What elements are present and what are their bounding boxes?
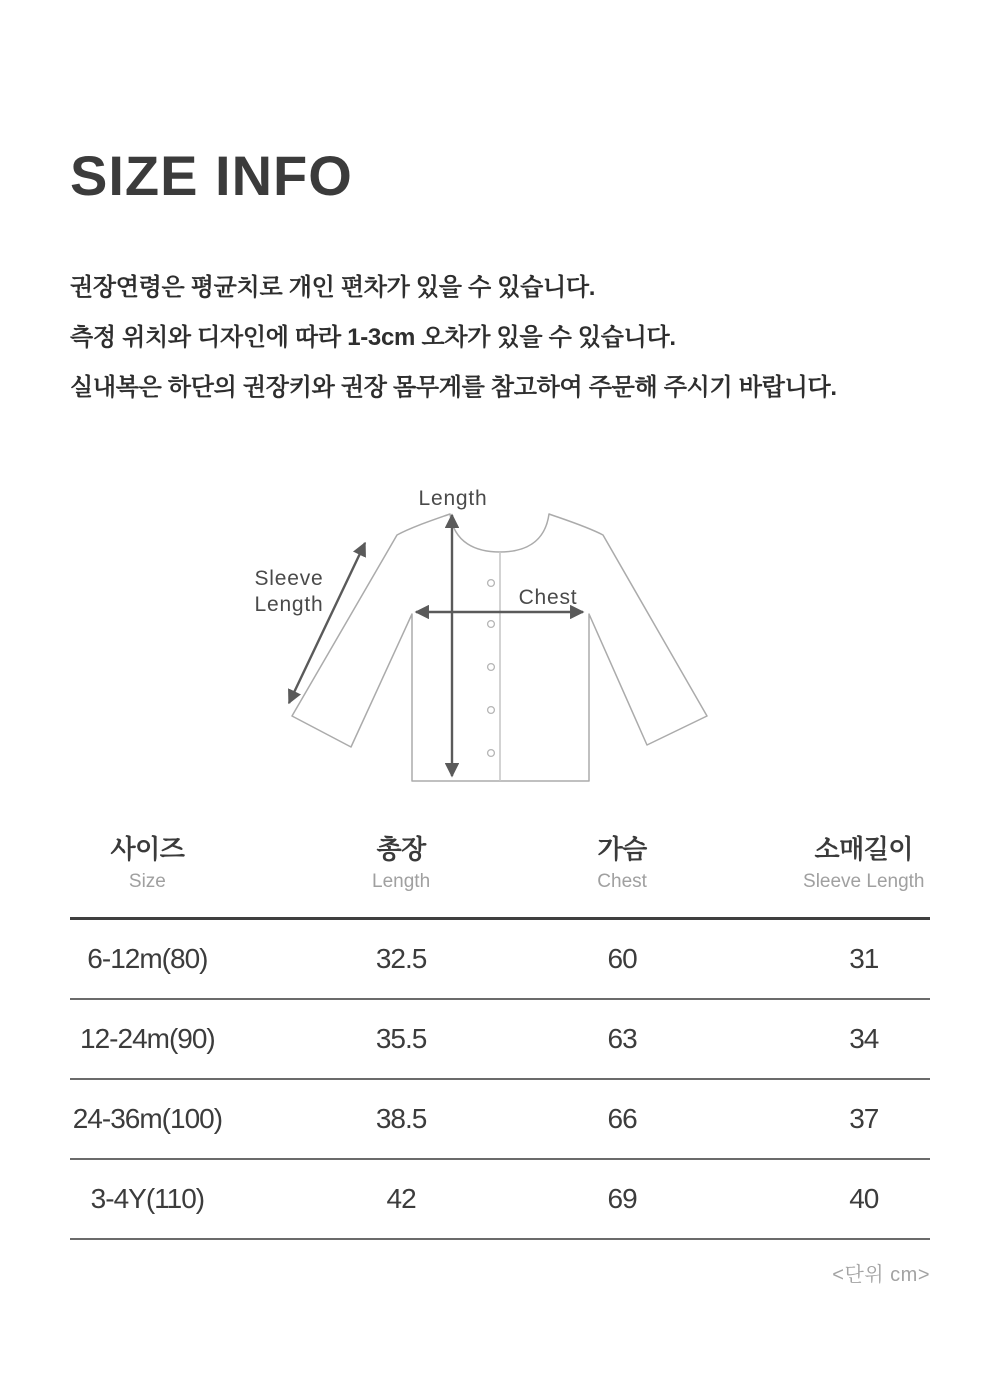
column-header-length <box>372 834 430 893</box>
column-header-chest <box>597 834 647 893</box>
cell-length: 35.5 <box>375 1023 427 1054</box>
button-dot <box>488 664 495 671</box>
column-header-sleeve-length <box>803 834 925 893</box>
cell-length: 38.5 <box>375 1103 427 1134</box>
length-label: Length <box>418 487 488 510</box>
table-row <box>70 1000 930 1080</box>
cell-size: 6-12m(80) <box>87 943 208 974</box>
column-header-length-ko: 총장 <box>376 834 426 864</box>
sleeve-length-label-line2: Length <box>254 593 324 616</box>
cell-sleeve-length: 40 <box>849 1183 879 1214</box>
cell-length: 42 <box>386 1183 416 1214</box>
column-header-size-ko: 사이즈 <box>110 834 185 864</box>
column-header-length-en: Length <box>372 871 431 892</box>
cell-size: 12-24m(90) <box>80 1023 215 1054</box>
chest-label: Chest <box>518 586 578 609</box>
measurement-diagram <box>250 478 750 800</box>
cell-length: 32.5 <box>375 943 427 974</box>
cell-chest: 66 <box>607 1103 637 1134</box>
column-header-size <box>110 834 184 893</box>
column-header-chest-en: Chest <box>597 871 647 892</box>
cell-sleeve-length: 37 <box>849 1103 879 1134</box>
size-notes <box>70 263 950 413</box>
column-header-sleeve-length-en: Sleeve Length <box>803 871 925 892</box>
note-line-1: 권장연령은 평균치로 개인 편차가 있을 수 있습니다. <box>70 274 596 301</box>
button-dot <box>488 750 495 757</box>
size-table <box>70 830 930 1240</box>
table-row <box>70 920 930 1000</box>
size-table-header <box>70 830 930 917</box>
table-row <box>70 1080 930 1160</box>
cell-sleeve-length: 34 <box>849 1023 879 1054</box>
button-dot <box>488 580 495 587</box>
column-header-size-en: Size <box>128 871 166 892</box>
column-header-sleeve-length-ko: 소매길이 <box>814 834 913 864</box>
cell-size: 24-36m(100) <box>72 1103 223 1134</box>
cell-sleeve-length: 31 <box>849 943 879 974</box>
column-header-chest-ko: 가슴 <box>597 834 647 864</box>
table-row <box>70 1160 930 1240</box>
page-title: SIZE INFO <box>70 144 353 207</box>
cell-chest: 63 <box>607 1023 637 1054</box>
note-line-3: 실내복은 하단의 권장키와 권장 몸무게를 참고하여 주문해 주시기 바랍니다. <box>70 374 837 401</box>
cell-chest: 60 <box>607 943 637 974</box>
cell-size: 3-4Y(110) <box>90 1183 205 1214</box>
button-dot <box>488 621 495 628</box>
note-line-2: 측정 위치와 디자인에 따라 1-3cm 오차가 있을 수 있습니다. <box>70 324 676 351</box>
sleeve-length-label-line1: Sleeve <box>254 567 324 590</box>
cell-chest: 69 <box>607 1183 637 1214</box>
button-dot <box>488 707 495 714</box>
unit-note: <단위 cm> <box>832 1264 930 1286</box>
